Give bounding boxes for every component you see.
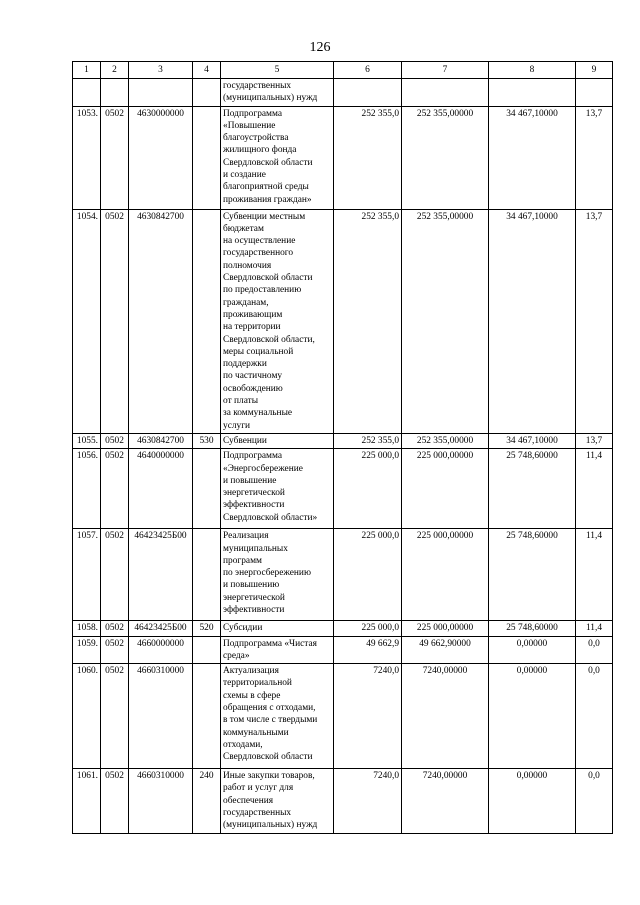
row-number-cell: 1058. <box>73 621 101 636</box>
section-code-cell: 0502 <box>101 529 129 621</box>
column-header: 1 <box>73 62 101 79</box>
row-number-cell: 1061. <box>73 769 101 833</box>
page-number: 126 <box>309 40 331 55</box>
row-number-cell: 1060. <box>73 664 101 769</box>
section-code-cell: 0502 <box>101 769 129 833</box>
approved-amount-cell: 49 662,90000 <box>402 636 489 664</box>
column-header: 5 <box>221 62 334 79</box>
item-name-cell: Подпрограмма «Повышение благоустройства жилищного фонда Свердловской области и создание благоприятной среды проживания граждан» <box>221 106 334 209</box>
expense-type-cell: 240 <box>193 769 221 833</box>
plan-amount-cell: 7240,0 <box>334 769 402 833</box>
section-code-cell: 0502 <box>101 106 129 209</box>
item-name-cell: Актуализация территориальной схемы в сфере обращения с отходами, в том числе с твердыми коммунальными отходами, Свердловской области <box>221 664 334 769</box>
approved-amount-cell: 7240,00000 <box>402 664 489 769</box>
percent-cell: 0,0 <box>576 769 613 833</box>
section-code-cell: 0502 <box>101 664 129 769</box>
target-code-cell: 4630000000 <box>129 106 193 209</box>
expense-type-cell <box>193 636 221 664</box>
section-code-cell: 0502 <box>101 433 129 448</box>
executed-amount-cell <box>489 79 576 107</box>
plan-amount-cell: 225 000,0 <box>334 529 402 621</box>
plan-amount-cell: 252 355,0 <box>334 106 402 209</box>
approved-amount-cell: 225 000,00000 <box>402 449 489 529</box>
row-number-cell: 1059. <box>73 636 101 664</box>
percent-cell: 11,4 <box>576 449 613 529</box>
section-code-cell: 0502 <box>101 209 129 433</box>
target-code-cell: 4630842700 <box>129 209 193 433</box>
plan-amount-cell <box>334 79 402 107</box>
column-header: 6 <box>334 62 402 79</box>
item-name-cell: Субвенции <box>221 433 334 448</box>
executed-amount-cell: 34 467,10000 <box>489 106 576 209</box>
row-number-cell: 1055. <box>73 433 101 448</box>
table-row <box>73 769 613 833</box>
item-name-cell: Иные закупки товаров, работ и услуг для обеспечения государственных (муниципальных) нужд <box>221 769 334 833</box>
approved-amount-cell: 7240,00000 <box>402 769 489 833</box>
budget-table <box>72 61 613 834</box>
percent-cell: 0,0 <box>576 664 613 769</box>
section-code-cell: 0502 <box>101 636 129 664</box>
row-number-cell: 1053. <box>73 106 101 209</box>
expense-type-cell <box>193 79 221 107</box>
percent-cell: 13,7 <box>576 433 613 448</box>
plan-amount-cell: 7240,0 <box>334 664 402 769</box>
column-header: 4 <box>193 62 221 79</box>
item-name-cell: Субсидии <box>221 621 334 636</box>
table-row <box>73 449 613 529</box>
target-code-cell: 4660000000 <box>129 636 193 664</box>
item-name-cell: Субвенции местным бюджетам на осуществление государственного полномочия Свердловской области по предоставлению гражданам, проживающим на территории Свердловской области, меры социальной поддержки по частичному освобождению от платы за коммунальные услуги <box>221 209 334 433</box>
percent-cell: 11,4 <box>576 529 613 621</box>
executed-amount-cell: 34 467,10000 <box>489 433 576 448</box>
expense-type-cell: 530 <box>193 433 221 448</box>
row-number-cell: 1054. <box>73 209 101 433</box>
row-number-cell: 1057. <box>73 529 101 621</box>
expense-type-cell <box>193 664 221 769</box>
executed-amount-cell: 25 748,60000 <box>489 621 576 636</box>
table-header-row <box>73 62 613 79</box>
approved-amount-cell: 225 000,00000 <box>402 621 489 636</box>
table-row <box>73 433 613 448</box>
plan-amount-cell: 225 000,0 <box>334 621 402 636</box>
column-header: 7 <box>402 62 489 79</box>
plan-amount-cell: 252 355,0 <box>334 209 402 433</box>
target-code-cell: 4640000000 <box>129 449 193 529</box>
expense-type-cell <box>193 449 221 529</box>
table-row <box>73 79 613 107</box>
target-code-cell <box>129 79 193 107</box>
target-code-cell: 46423425Б00 <box>129 529 193 621</box>
column-header: 3 <box>129 62 193 79</box>
target-code-cell: 46423425Б00 <box>129 621 193 636</box>
executed-amount-cell: 34 467,10000 <box>489 209 576 433</box>
percent-cell: 13,7 <box>576 106 613 209</box>
row-number-cell <box>73 79 101 107</box>
item-name-cell: Подпрограмма «Энергосбережение и повышение энергетической эффективности Свердловской области» <box>221 449 334 529</box>
row-number-cell: 1056. <box>73 449 101 529</box>
item-name-cell: Подпрограмма «Чистая среда» <box>221 636 334 664</box>
approved-amount-cell: 225 000,00000 <box>402 529 489 621</box>
table-row <box>73 529 613 621</box>
executed-amount-cell: 25 748,60000 <box>489 449 576 529</box>
column-header: 2 <box>101 62 129 79</box>
section-code-cell <box>101 79 129 107</box>
target-code-cell: 4660310000 <box>129 769 193 833</box>
column-header: 9 <box>576 62 613 79</box>
executed-amount-cell: 0,00000 <box>489 664 576 769</box>
executed-amount-cell: 0,00000 <box>489 769 576 833</box>
item-name-cell: государственных (муниципальных) нужд <box>221 79 334 107</box>
target-code-cell: 4660310000 <box>129 664 193 769</box>
percent-cell <box>576 79 613 107</box>
column-header: 8 <box>489 62 576 79</box>
plan-amount-cell: 225 000,0 <box>334 449 402 529</box>
plan-amount-cell: 49 662,9 <box>334 636 402 664</box>
section-code-cell: 0502 <box>101 449 129 529</box>
table-row <box>73 106 613 209</box>
table-row <box>73 664 613 769</box>
approved-amount-cell: 252 355,00000 <box>402 209 489 433</box>
percent-cell: 13,7 <box>576 209 613 433</box>
plan-amount-cell: 252 355,0 <box>334 433 402 448</box>
target-code-cell: 4630842700 <box>129 433 193 448</box>
expense-type-cell <box>193 209 221 433</box>
executed-amount-cell: 0,00000 <box>489 636 576 664</box>
section-code-cell: 0502 <box>101 621 129 636</box>
expense-type-cell: 520 <box>193 621 221 636</box>
approved-amount-cell <box>402 79 489 107</box>
table-row <box>73 209 613 433</box>
approved-amount-cell: 252 355,00000 <box>402 106 489 209</box>
percent-cell: 0,0 <box>576 636 613 664</box>
expense-type-cell <box>193 529 221 621</box>
approved-amount-cell: 252 355,00000 <box>402 433 489 448</box>
item-name-cell: Реализация муниципальных программ по энергосбережению и повышению энергетической эффективности <box>221 529 334 621</box>
expense-type-cell <box>193 106 221 209</box>
executed-amount-cell: 25 748,60000 <box>489 529 576 621</box>
percent-cell: 11,4 <box>576 621 613 636</box>
table-body <box>73 79 613 834</box>
table-row <box>73 636 613 664</box>
table-row <box>73 621 613 636</box>
